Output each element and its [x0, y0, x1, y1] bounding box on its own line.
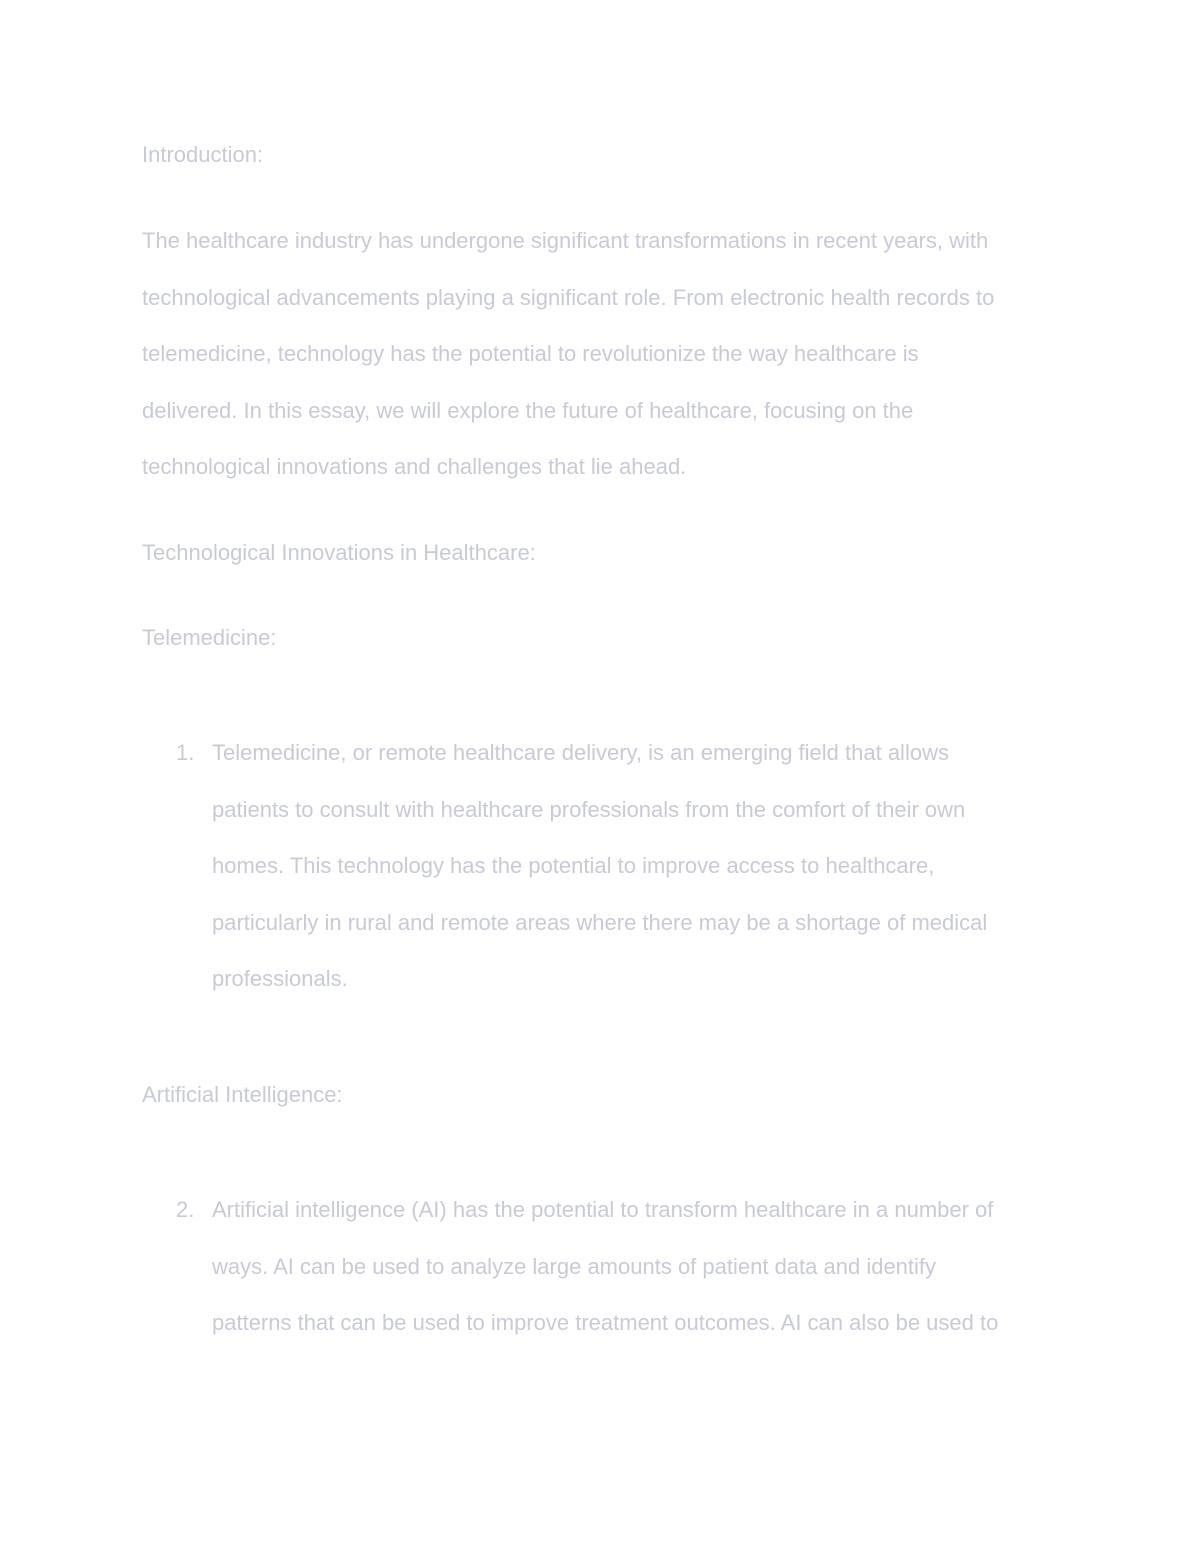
list-line: professionals. [212, 966, 348, 991]
innovations-heading: Technological Innovations in Healthcare: [142, 540, 536, 565]
intro-heading: Introduction: [142, 142, 264, 167]
paragraph-line: delivered. In this essay, we will explore the future of healthcare, focusing on the [142, 397, 914, 423]
list-number: 1. [176, 740, 195, 765]
paragraph-line: technological advancements playing a significant role. From electronic health records to [142, 284, 995, 310]
ai-heading: Artificial Intelligence: [142, 1082, 343, 1107]
telemedicine-heading: Telemedicine: [142, 625, 277, 650]
paragraph-line: The healthcare industry has undergone significant transformations in recent years, with [142, 228, 989, 253]
list-line: homes. This technology has the potential to improve access to healthcare, [212, 853, 935, 878]
list-line: Telemedicine, or remote healthcare delivery, is an emerging field that allows [212, 740, 949, 765]
list-line: particularly in rural and remote areas where there may be a shortage of medical [212, 909, 988, 935]
list-line: ways. AI can be used to analyze large amounts of patient data and identify [212, 1253, 937, 1279]
paragraph-line: technological innovations and challenges that lie ahead. [142, 454, 687, 479]
list-number: 2. [176, 1197, 195, 1222]
list-line: Artificial intelligence (AI) has the potential to transform healthcare in a number of [212, 1197, 994, 1222]
list-item-text [212, 725, 987, 1008]
paragraph-line: telemedicine, technology has the potential to revolutionize the way healthcare is [142, 341, 919, 366]
list-line: patterns that can be used to improve treatment outcomes. AI can also be used to [212, 1310, 999, 1335]
list-line: patients to consult with healthcare professionals from the comfort of their own [212, 796, 966, 822]
list-item-text [212, 1182, 998, 1352]
intro-paragraph [142, 213, 994, 496]
